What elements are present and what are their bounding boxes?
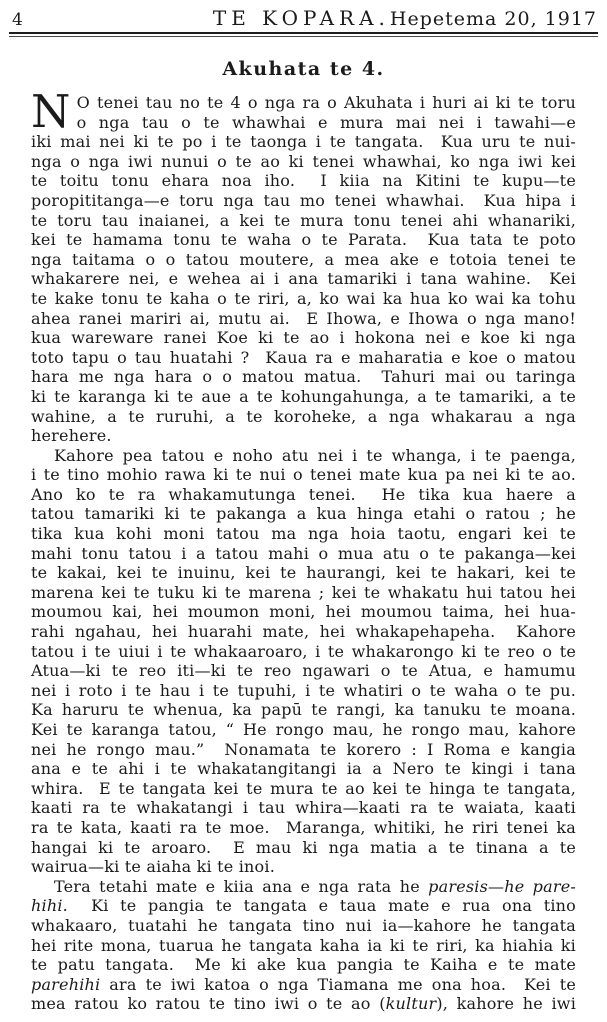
text-segment: Ka haruru te whenua, ka papū te rangi, ka tanuku te moana. [31, 700, 576, 720]
text-line [31, 896, 576, 916]
italic-text: kultur [385, 994, 437, 1014]
text-line [31, 250, 576, 270]
masthead [10, 6, 597, 30]
text-segment: te toru tau inaianei, a kei te mura tonu tenei ahi whanariki, [31, 210, 576, 230]
article-heading: Akuhata te 4. [222, 58, 385, 80]
text-line [31, 485, 576, 505]
text-segment: wahine, a te ruruhi, a te koroheke, a nga whakarau a nga [31, 406, 576, 426]
text-segment: nei i roto i te hau i te tupuhi, i te whatiri o te waha o te pu. [31, 680, 576, 700]
text-segment: moumou kai, hei moumon moni, hei moumou taima, hei hua- [31, 602, 576, 622]
header-rule [9, 32, 598, 37]
text-line [31, 622, 576, 642]
text-line [31, 720, 576, 740]
text-line [31, 544, 576, 564]
text-line [31, 955, 576, 975]
text-segment: rahi ngahau, hei huarahi mate, hei whakapehapeha. Kahore [31, 622, 576, 642]
text-line [31, 798, 576, 818]
text-line [31, 113, 576, 133]
text-line [31, 524, 576, 544]
text-segment: hangai ki te aroaro. E mau ki nga matia a te tinana a te [31, 837, 576, 857]
text-line [31, 779, 576, 799]
text-segment: o nga tau o te whawhai e mura mai nei i tawahi—e [76, 112, 576, 132]
text-line [31, 642, 576, 662]
text-line [31, 328, 576, 348]
text-line [31, 857, 576, 877]
text-line [31, 916, 576, 936]
text-segment: wairua—ki te aiaha ki te inoi. [31, 857, 275, 877]
text-segment: nga o nga iwi nunui o te ao ki tenei whawhai, ko nga iwi kei [31, 151, 576, 171]
text-segment: hara me nga hara o o matou matua. Tahuri mai ou taringa [31, 367, 576, 387]
paragraph [31, 877, 576, 1014]
text-segment: Kahore pea tatou e noho atu nei i te whanga, i te paenga, [54, 445, 576, 465]
article-body [31, 85, 577, 1014]
text-line [31, 269, 576, 289]
text-line [31, 171, 576, 191]
text-line [31, 504, 576, 524]
text-segment: kua wareware ranei Koe ki te ao i hokona nei e koe ki nga [31, 328, 576, 348]
text-segment: mea ratou ko ratou te tino iwi o te ao ( [31, 994, 386, 1014]
text-segment: ahea ranei mariri ai, mutu ai. E Ihowa, e Ihowa o nga mano! [31, 308, 576, 328]
text-line [31, 740, 576, 760]
text-segment: Kei te karanga tatou, “ He rongo mau, he rongo mau, kahore [31, 720, 576, 739]
paragraph [31, 446, 576, 877]
text-segment: Ki te pangia te tangata e taua mate e rua ona tino [67, 896, 576, 916]
text-line [31, 309, 576, 329]
masthead-title: TE KOPARA. [212, 6, 390, 30]
text-segment: marena kei te tuku ki te marena ; kei te whakatu hui tatou hei [31, 582, 576, 602]
text-segment: ra te kata, kaati ra te moe. Maranga, whitiki, he riri tenei ka [31, 817, 576, 837]
text-line [31, 602, 576, 622]
text-segment: tika kua kohi moni tatou ma nga hoia taotu, engari kei te [31, 524, 576, 544]
text-line [31, 152, 576, 172]
text-segment: Ano ko te ra whakamutunga tenei. He tika kua haere a [31, 484, 576, 504]
text-line [31, 289, 576, 309]
text-segment: te kakai, kei te inuinu, kei te haurangi, kei te hakari, kei te [31, 563, 576, 583]
text-line [31, 583, 576, 603]
italic-text: parehihi [31, 974, 101, 994]
text-segment: Tera tetahi mate e kiia ana e nga rata he [54, 876, 429, 896]
text-segment: nga taitama o o tatou moutere, a mea ake e totoia tenei te [31, 249, 576, 269]
text-segment: poropititanga—e toru nga tau mo tenei whawhai. Kua hipa i [31, 190, 576, 210]
text-line [31, 936, 576, 956]
text-segment: tatou tamariki ki te pakanga a kua hinga etahi o ratou ; he [31, 504, 576, 524]
text-line [31, 759, 576, 779]
text-segment: ), kahore he iwi [436, 994, 577, 1014]
text-segment: te toitu tonu ehara noa iho. I kiia na Kitini te kupu—te [31, 171, 576, 191]
text-segment: O tenei tau no te 4 o nga ra o Akuhata i huri ai ki te toru [76, 93, 576, 112]
text-line [31, 426, 576, 446]
text-line [31, 994, 576, 1014]
text-segment: i te tino mohio rawa ki te nui o tenei mate kua pa nei ki te ao. [31, 465, 576, 485]
text-segment: whakaaro, tuatahi he tangata tino nui ia—kahore he tangata [31, 915, 576, 935]
text-line [31, 700, 576, 720]
text-line [31, 838, 576, 858]
text-segment: kaati ra te whakatangi i tau whira—kaati ra te waiata, kaati [31, 798, 576, 818]
text-line [31, 563, 576, 583]
text-segment: hei rite mona, tuarua he tangata kaha ia ki te riri, ka hiahia ki [31, 935, 576, 955]
text-segment: te kake tonu te kaha o te riri, a, ko wai ka hua ko wai ka tohu [31, 288, 576, 308]
text-segment: whakarere nei, e wehea ai i ana tamariki i tana wahine. Kei [31, 269, 576, 289]
text-line [31, 93, 576, 113]
text-line [31, 446, 576, 466]
text-line [31, 818, 576, 838]
text-line [31, 191, 576, 211]
text-line [31, 367, 576, 387]
paragraph [31, 85, 576, 446]
text-line [31, 348, 576, 368]
text-line [31, 407, 576, 427]
text-line [31, 211, 576, 231]
text-segment: te patu tangata. Me ki ake kua pangia te Kaiha e te mate [31, 955, 576, 975]
text-segment: kei te hamama tonu te waha o te Parata. Kua tata te poto [31, 230, 576, 250]
italic-text: hihi. [31, 896, 68, 916]
text-line [31, 975, 576, 995]
drop-cap: N [31, 85, 71, 138]
text-segment: Atua—ki te reo iti—ki te reo ngawari o te Atua, e hamumu [31, 661, 576, 681]
text-segment: nei he rongo mau.” Nonamata te korero : I Roma e kangia [31, 739, 576, 759]
text-line [31, 661, 576, 681]
text-line [31, 877, 576, 897]
text-segment: iki mai nei ki te po i te taonga i te tangata. Kua uru te nui- [31, 132, 576, 152]
italic-text: paresis—he pare- [428, 876, 576, 896]
text-segment: ara te iwi katoa o nga Tiamana me ona hoa. Kei te [100, 974, 576, 994]
masthead-date: Hepetema 20, 1917 [389, 8, 597, 30]
text-segment: tatou i te uiui i te whakaaroaro, i te whakarongo ki te reo o te [31, 641, 576, 661]
text-segment: mahi tonu tatou i a tatou mahi o mua atu o te pakanga—kei [31, 543, 576, 563]
text-segment: toto tapu o tau huatahi ? Kaua ra e maharatia e koe o matou [31, 347, 576, 367]
text-line [31, 132, 576, 152]
text-line [31, 681, 576, 701]
text-segment: ki te karanga ki te aue a te kohungahunga, a te tamariki, a te [31, 386, 576, 406]
page-number: 4 [12, 10, 23, 30]
text-line [31, 465, 576, 485]
text-segment: ana e te ahi i te whakatangitangi ia a Nero te kingi i tana [31, 759, 576, 779]
text-segment: whira. E te tangata kei te mura te ao kei te hinga te tangata, [31, 778, 576, 798]
text-segment: herehere. [31, 426, 112, 446]
text-line [31, 387, 576, 407]
text-line [31, 230, 576, 250]
